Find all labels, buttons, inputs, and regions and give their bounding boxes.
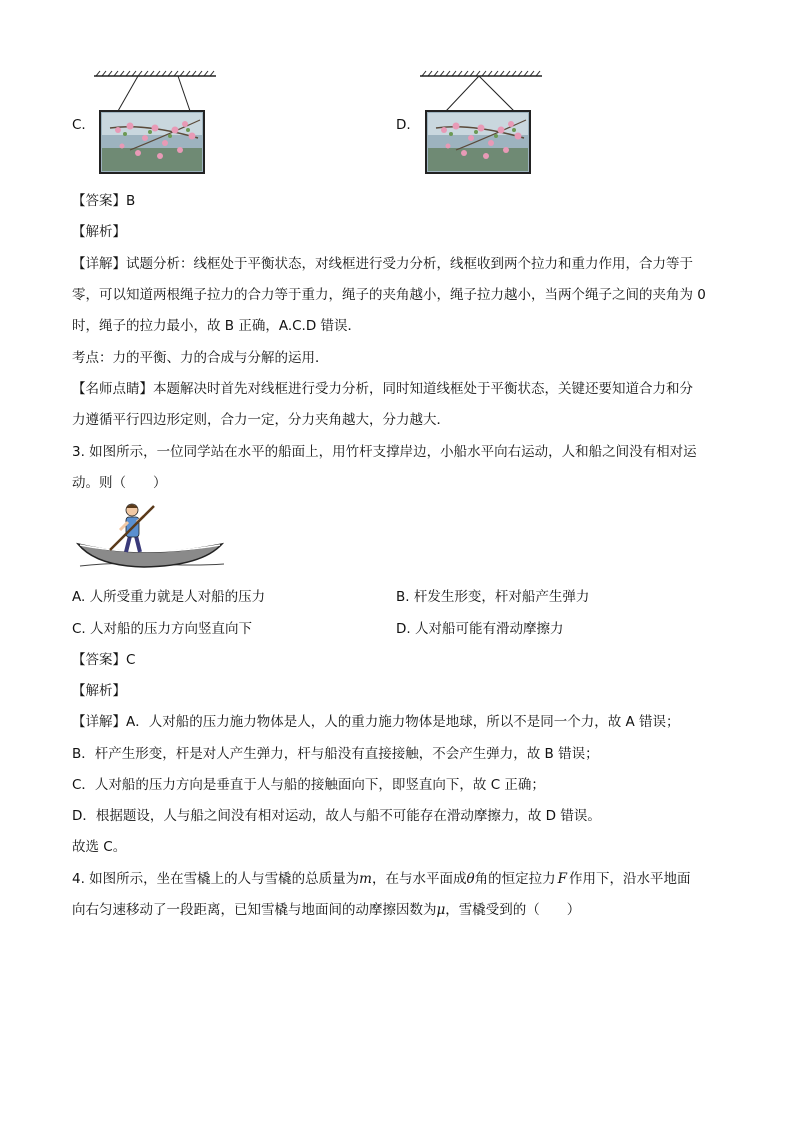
q4-var-theta: θ bbox=[466, 871, 475, 887]
q2-detail-line-3: 时，绳子的拉力最小，故 B 正确，A.C.D 错误． bbox=[72, 318, 362, 334]
person-on-boat-illustration bbox=[74, 500, 234, 575]
q4-text-1c: 角的恒定拉力 bbox=[474, 871, 556, 887]
q3-analysis-label: 【解析】 bbox=[72, 683, 126, 699]
q3-option-a: A. 人所受重力就是人对船的压力 bbox=[72, 589, 266, 605]
figure-d bbox=[416, 68, 546, 178]
q3-detail-line-1: 【详解】A．人对船的压力施力物体是人，人的重力施力物体是地球，所以不是同一个力，故 A 错误； bbox=[72, 714, 680, 730]
q2-answer: 【答案】B bbox=[72, 193, 136, 209]
q4-text-2b: ，雪橇受到的（ ） bbox=[445, 902, 581, 918]
q3-answer: 【答案】C bbox=[72, 652, 136, 668]
q4-text-2a: 向右匀速移动了一段距离，已知雪橇与地面间的动摩擦因数为 bbox=[72, 902, 437, 918]
q4-var-m: m bbox=[359, 871, 372, 887]
option-d-label: D. bbox=[396, 117, 411, 133]
q3-option-c: C. 人对船的压力方向竖直向下 bbox=[72, 621, 253, 637]
q4-stem-line-1 bbox=[72, 869, 691, 889]
q3-detail-line-3: C．人对船的压力方向是垂直于人与船的接触面向下，即竖直向下，故 C 正确； bbox=[72, 777, 545, 793]
q3-stem-line-2: 动。则（ ） bbox=[72, 475, 167, 491]
figure-c bbox=[90, 68, 220, 178]
q4-stem-line-2 bbox=[72, 900, 580, 920]
q2-tips-line-1: 【名师点睛】本题解决时首先对线框进行受力分析，同时知道线框处于平衡状态，关键还要知道合力和分 bbox=[72, 381, 693, 397]
q3-conclusion: 故选 C。 bbox=[72, 839, 127, 855]
figure-boat bbox=[74, 500, 234, 575]
hanging-frame-d-illustration bbox=[416, 68, 546, 178]
q3-option-d: D. 人对船可能有滑动摩擦力 bbox=[396, 621, 564, 637]
q2-analysis-label: 【解析】 bbox=[72, 224, 126, 240]
option-c-label: C. bbox=[72, 117, 86, 133]
q4-var-f: F bbox=[557, 871, 567, 887]
q3-detail-line-4: D．根据题设，人与船之间没有相对运动，故人与船不可能存在滑动摩擦力，故 D 错误。 bbox=[72, 808, 601, 824]
q4-text-1b: ，在与水平面成 bbox=[371, 871, 467, 887]
q4-text-1d: 作用下，沿水平地面 bbox=[569, 871, 691, 887]
q2-tips-line-2: 力遵循平行四边形定则，合力一定，分力夹角越大，分力越大． bbox=[72, 412, 450, 428]
q3-option-b: B. 杆发生形变，杆对船产生弹力 bbox=[396, 589, 590, 605]
q2-detail-line-1: 【详解】试题分析：线框处于平衡状态，对线框进行受力分析，线框收到两个拉力和重力作用，合力等于 bbox=[72, 256, 693, 272]
hanging-frame-c-illustration bbox=[90, 68, 220, 178]
q4-var-mu: μ bbox=[436, 902, 446, 918]
q3-stem-line-1: 3. 如图所示，一位同学站在水平的船面上，用竹杆支撑岸边，小船水平向右运动，人和船之间没有相对运 bbox=[72, 444, 697, 460]
q4-text-1a: 4. 如图所示，坐在雪橇上的人与雪橇的总质量为 bbox=[72, 871, 360, 887]
q2-kaodian: 考点：力的平衡、力的合成与分解的运用． bbox=[72, 350, 329, 366]
q2-detail-line-2: 零，可以知道两根绳子拉力的合力等于重力，绳子的夹角越小，绳子拉力越小，当两个绳子之间的夹角为 0 bbox=[72, 287, 706, 303]
q3-detail-line-2: B．杆产生形变，杆是对人产生弹力，杆与船没有直接接触，不会产生弹力，故 B 错误； bbox=[72, 746, 599, 762]
